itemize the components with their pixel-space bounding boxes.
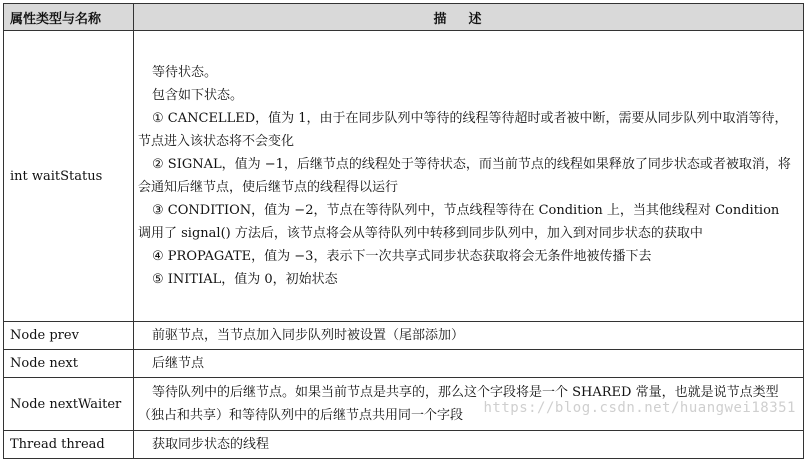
description-line: ③ CONDITION，值为 −2，节点在等待队列中，节点线程等待在 Condition 上，当其他线程对 Condition 调用了 signal() 方法后，该节点将会从等待队列中转移到同步队列中，加入到对同步状态的获取中 (138, 203, 780, 241)
description-line: ④ PROPAGATE，值为 −3，表示下一次共享式同步状态获取将会无条件地被传播下去 (152, 249, 652, 264)
description-line: 获取同步状态的线程 (152, 437, 270, 452)
attribute-description (134, 431, 804, 459)
description-line: 后继节点 (152, 356, 205, 371)
attribute-name: Node prev (4, 322, 134, 350)
description-line: 包含如下状态。 (152, 88, 244, 103)
watermark-text: https://blog.csdn.net/huangwei18351 (483, 400, 796, 416)
description-line: 等待队列中的后继节点。如果当前节点是共享的，那么这个字段将是一个 SHARED 常量，也就是说节点类型（独占和共享）和等待队列中的后继节点共用同一个字段 (138, 385, 779, 423)
table-row (4, 378, 804, 431)
attribute-name: int waitStatus (4, 31, 134, 322)
description-line: 前驱节点，当节点加入同步队列时被设置（尾部添加） (152, 328, 465, 343)
attribute-description (134, 322, 804, 350)
attribute-name: Thread thread (4, 431, 134, 459)
node-attribute-table (3, 3, 804, 459)
attribute-name: Node nextWaiter (4, 378, 134, 431)
description-line: 等待状态。 (152, 65, 218, 80)
attribute-name: Node next (4, 350, 134, 378)
description-line: ② SIGNAL，值为 −1，后继节点的线程处于等待状态，而当前节点的线程如果释放了同步状态或者被取消，将会通知后继节点，使后继节点的线程得以运行 (138, 157, 791, 195)
attribute-description (134, 350, 804, 378)
table-row (4, 350, 804, 378)
description-line: ① CANCELLED，值为 1，由于在同步队列中等待的线程等待超时或者被中断，需要从同步队列中取消等待，节点进入该状态将不会变化 (138, 111, 788, 149)
table-header-row (4, 4, 804, 31)
description-line: ⑤ INITIAL，值为 0，初始状态 (152, 272, 338, 287)
header-description-column: 描述 (134, 4, 804, 31)
table-row (4, 322, 804, 350)
table-row (4, 31, 804, 322)
attribute-description (134, 31, 804, 322)
attribute-description (134, 378, 804, 431)
header-name-column: 属性类型与名称 (4, 4, 134, 31)
table-row (4, 431, 804, 459)
